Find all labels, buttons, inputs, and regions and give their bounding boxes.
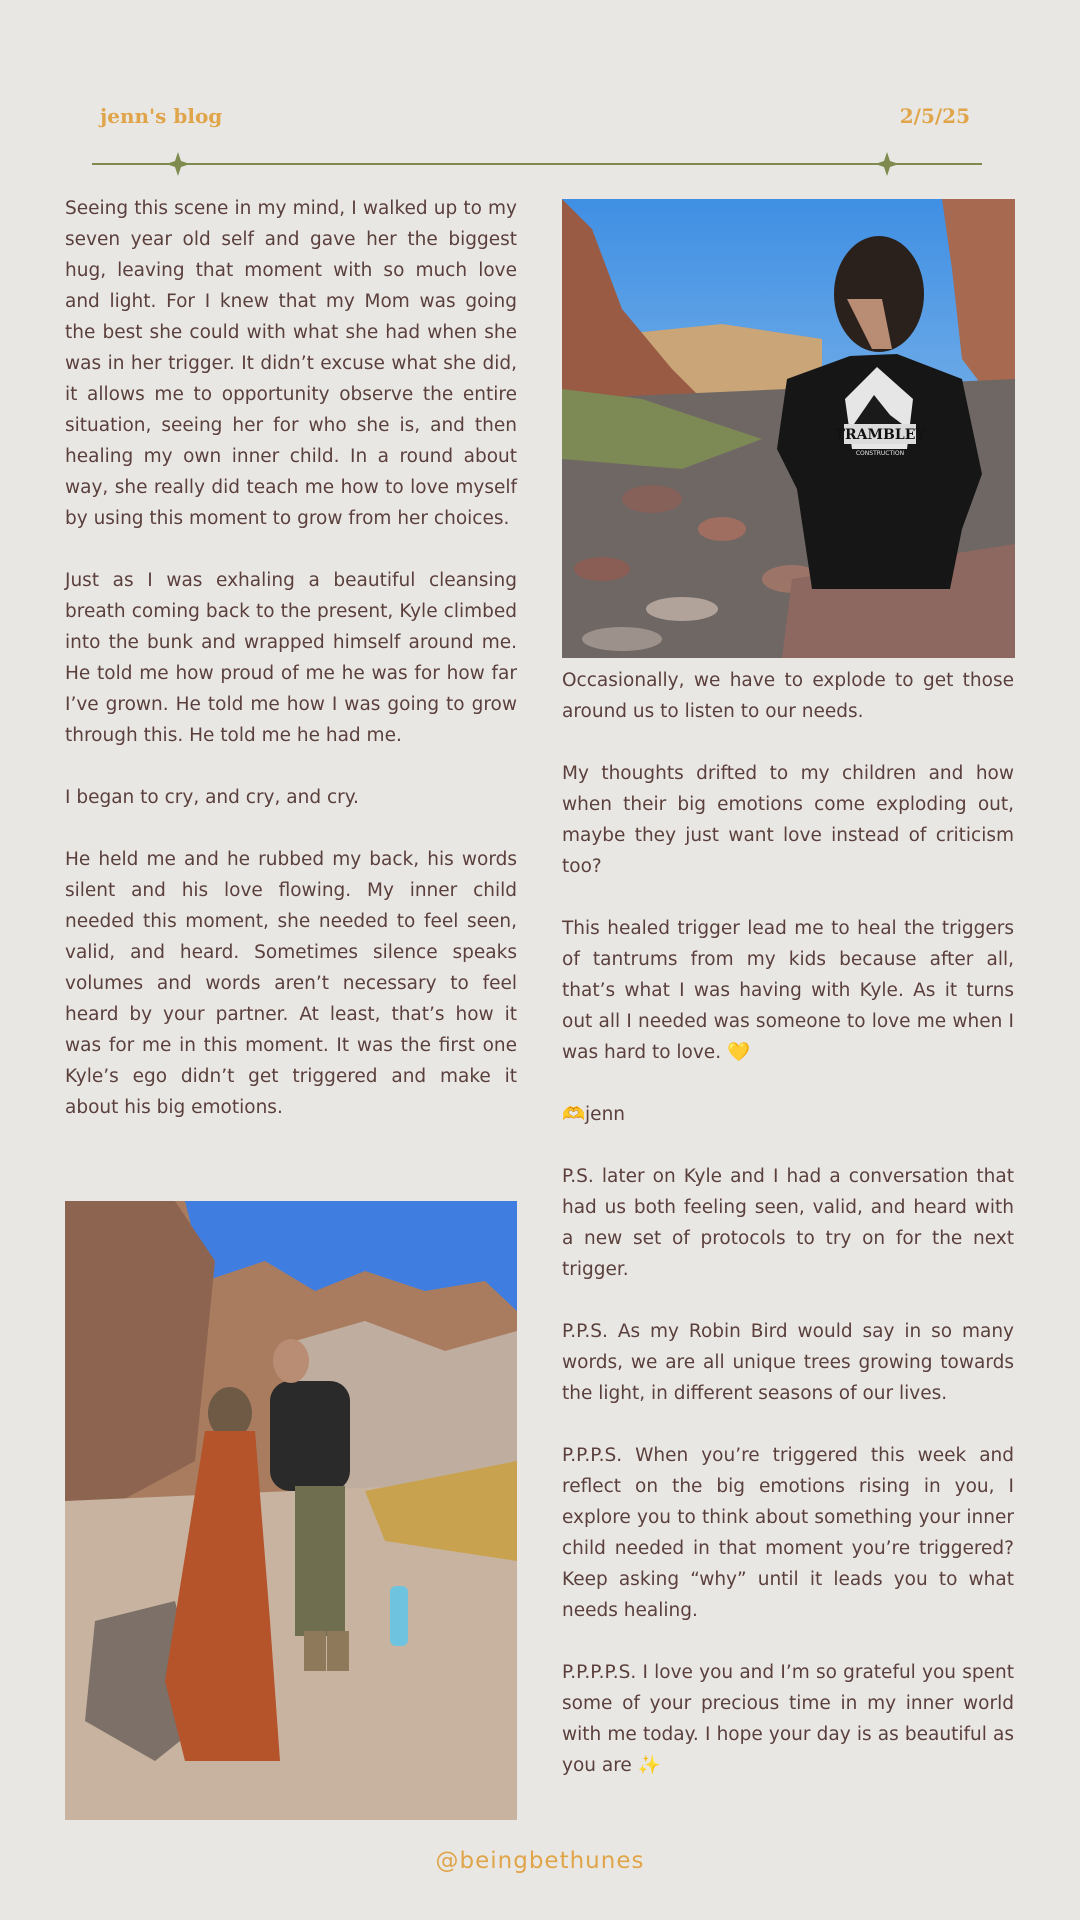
decorative-divider (92, 150, 982, 180)
paragraph (562, 913, 1014, 1068)
paragraph (562, 758, 1014, 882)
star-ornament-right-icon (875, 152, 899, 176)
paragraph: Seeing this scene in my mind, I walked up to my seven year old self and gave her the biggest hug, leaving that moment with so much love and light. For I knew that my Mom was going the best she could with what she had when she was in her trigger. It didn’t excuse what she did, it allows me to opportunity observe the entire situation, seeing her for who she is, and then healing my own inner child. In a round about way, she really did teach me how to love myself by using this moment to grow from her choices. (65, 198, 517, 529)
paragraph: I began to cry, and cry, and cry. (65, 787, 359, 808)
blog-date: 2/5/25 (899, 104, 970, 128)
footer-handle: @beingbethunes (435, 1848, 645, 1874)
photo-couple-kissing (65, 1201, 517, 1820)
shirt-sub-text: CONSTRUCTION (855, 450, 905, 457)
paragraph: He held me and he rubbed my back, his words silent and his love flowing. My inner child needed this moment, she needed to feel seen, valid, and heard. Sometimes silence speaks volumes and words aren’t necessary to feel heard by your partner. At least, that’s how it was for me in this moment. It was the first one Kyle’s ego didn’t get triggered and make it about his big emotions. (65, 849, 517, 1118)
paragraph: Just as I was exhaling a beautiful cleansing breath coming back to the present, Kyle climbed into the bunk and wrapped himself around me. He told me how proud of me he was for how far I’ve grown. He told me how I was going to grow through this. He told me he had me. (65, 570, 517, 746)
shirt-brand-text: TRAMBLEY (834, 427, 926, 443)
star-ornament-left-icon (166, 152, 190, 176)
blog-name: jenn's blog (100, 104, 223, 128)
paragraph-text: P.P.P.P.S. I love you and I’m so grateful you spent some of your precious time in my inner world with me today. I hope your day is as beautiful as you are (562, 1662, 1014, 1776)
photo-man-on-rock (562, 199, 1015, 658)
sparkles-icon: ✨ (637, 1755, 661, 1776)
signoff (562, 1099, 1014, 1130)
left-column (65, 193, 517, 1154)
paragraph-text: This healed trigger lead me to heal the triggers of tantrums from my kids because after all, that’s what I was having with Kyle. As it turns out all I needed was someone to love me when I was hard to love. (562, 918, 1014, 1063)
paragraph: P.P.S. As my Robin Bird would say in so many words, we are all unique trees growing towards the light, in different seasons of our lives. (562, 1321, 1014, 1404)
yellow-heart-icon: 💛 (726, 1042, 751, 1063)
paragraph: P.S. later on Kyle and I had a conversation that had us both feeling seen, valid, and heard with a new set of protocols to try on for the next trigger. (562, 1166, 1014, 1280)
paragraph (562, 1657, 1014, 1781)
paragraph: P.P.P.S. When you’re triggered this week and reflect on the big emotions rising in you, I explore you to think about something your inner child needed in that moment you’re triggered? Keep asking “why” until it leads you to what needs healing. (562, 1445, 1014, 1621)
paragraph: Occasionally, we have to explode to get those around us to listen to our needs. (562, 670, 1014, 722)
signoff-name: jenn (585, 1104, 626, 1125)
heart-hands-icon: 🫶 (562, 1104, 586, 1125)
paragraph-text: My thoughts drifted to my children and how when their big emotions come exploding out, maybe they just want love instead of criticism too? (562, 763, 1014, 877)
right-column (562, 665, 1014, 1812)
